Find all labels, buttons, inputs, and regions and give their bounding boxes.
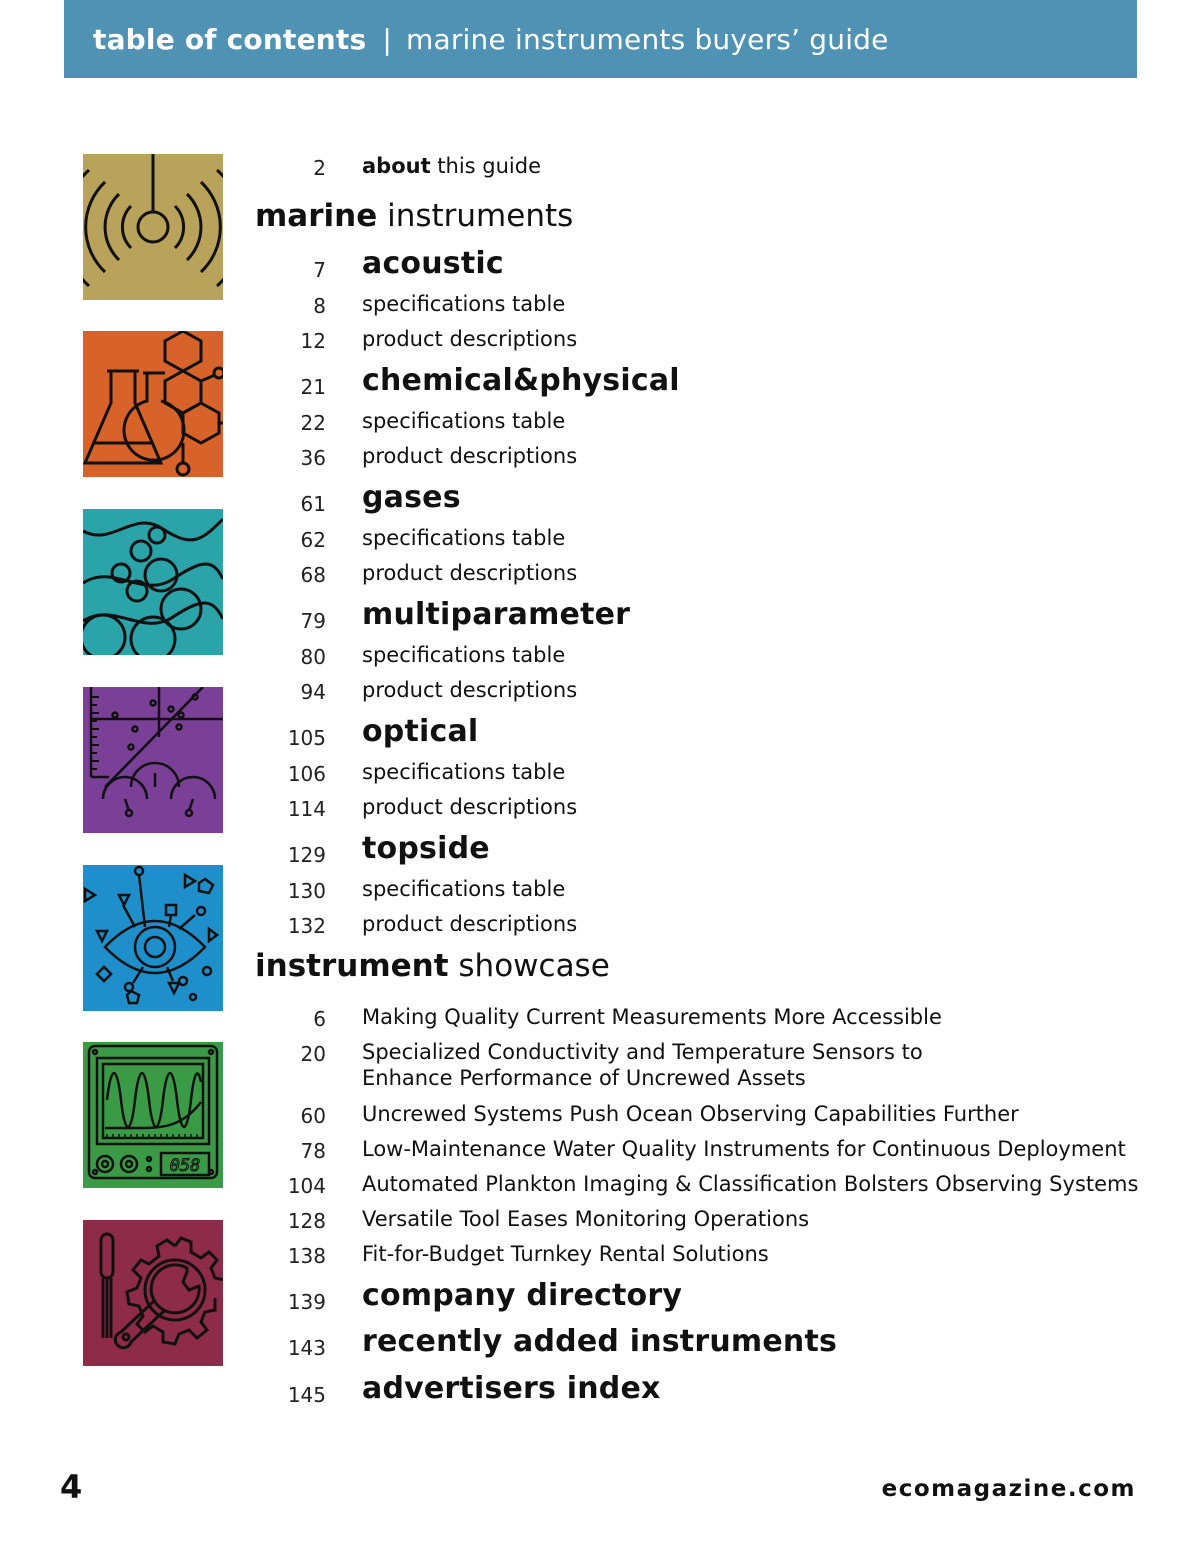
section-heading-bold: instrument (255, 948, 449, 984)
gas-bubbles-icon (83, 509, 223, 655)
toc-entry-title: product descriptions (362, 444, 578, 468)
optical-eye-icon (83, 865, 223, 1011)
toc-page-number: 20 (300, 1042, 326, 1066)
toc-page-number: 62 (300, 528, 326, 552)
toc-page-number: 132 (287, 914, 326, 938)
toc-page-number: 80 (300, 645, 326, 669)
toc-page-number: 2 (313, 156, 326, 180)
toc-page-number: 7 (313, 258, 326, 282)
section-heading-showcase (255, 948, 610, 984)
toc-entry-title: optical (362, 714, 479, 749)
toc-page-number: 6 (313, 1007, 326, 1031)
toc-entry-title: chemical&physical (362, 363, 680, 398)
toc-page-number: 78 (300, 1139, 326, 1163)
toc-entry-title: product descriptions (362, 912, 578, 936)
header-bar (64, 0, 1137, 78)
toc-page-number: 114 (287, 797, 326, 821)
toc-page-number: 68 (300, 563, 326, 587)
toc-entry-bold: about (362, 154, 431, 178)
section-heading-marine (255, 198, 573, 234)
toc-entry-title: topside (362, 831, 490, 866)
toc-page-number: 143 (287, 1336, 326, 1360)
toc-entry-title: product descriptions (362, 327, 578, 351)
toc-entry-title: acoustic (362, 246, 504, 281)
toc-entry-rest: this guide (430, 154, 542, 178)
toc-entry-title: multiparameter (362, 597, 631, 632)
toc-entry-title: gases (362, 480, 461, 515)
footer-website: ecomagazine.com (881, 1476, 1136, 1502)
header-separator: | (382, 22, 392, 56)
header-title: table of contents (93, 22, 367, 56)
toc-page-number: 94 (300, 680, 326, 704)
acoustic-icon (83, 154, 223, 300)
toc-entry-title: product descriptions (362, 561, 578, 585)
toc-entry-title: Making Quality Current Measurements More Accessible (362, 1005, 942, 1029)
toc-entry-title: product descriptions (362, 678, 578, 702)
toc-entry-title: advertisers index (362, 1371, 661, 1406)
header-subtitle: marine instruments buyers’ guide (406, 22, 889, 56)
toc-page-number: 130 (287, 879, 326, 903)
toc-entry-title: Specialized Conductivity and Temperature Sensors to (362, 1040, 923, 1064)
toc-page-number: 60 (300, 1104, 326, 1128)
toc-entry-title: specifications table (362, 643, 566, 667)
toc-page-number: 36 (300, 446, 326, 470)
topside-display-icon (83, 1042, 223, 1188)
toc-page-number: 22 (300, 411, 326, 435)
toc-page-number: 129 (287, 843, 326, 867)
toc-page-number: 8 (313, 294, 326, 318)
toc-entry-title: specifications table (362, 526, 566, 550)
toc-page-number: 105 (287, 726, 326, 750)
toc-entry-title: Versatile Tool Eases Monitoring Operations (362, 1207, 810, 1231)
chemical-flask-icon (83, 331, 223, 477)
toc-page-number: 61 (300, 492, 326, 516)
toc-entry-title: company directory (362, 1278, 683, 1313)
toc-entry-title: Uncrewed Systems Push Ocean Observing Capabilities Further (362, 1102, 1019, 1126)
toc-page-number: 145 (287, 1383, 326, 1407)
section-heading-rest: instruments (377, 198, 574, 234)
toc-entry-title: recently added instruments (362, 1324, 838, 1359)
toc-page-number: 79 (300, 609, 326, 633)
toc-entry-title: product descriptions (362, 795, 578, 819)
section-heading-bold: marine (255, 198, 378, 234)
toc-entry-title: specifications table (362, 409, 566, 433)
toc-entry-title-line2: Enhance Performance of Uncrewed Assets (362, 1066, 806, 1090)
toc-entry-title: specifications table (362, 760, 566, 784)
toc-entry-title: Automated Plankton Imaging & Classification Bolsters Observing Systems (362, 1172, 1139, 1196)
multiparameter-graph-icon (83, 687, 223, 833)
toc-page-number: 128 (287, 1209, 326, 1233)
toc-page-number: 104 (287, 1174, 326, 1198)
toc-page-number: 21 (300, 375, 326, 399)
toc-entry-title: specifications table (362, 877, 566, 901)
footer-page-number: 4 (60, 1468, 83, 1506)
wrench-gear-icon (83, 1220, 223, 1366)
toc-entry-title: Fit-for-Budget Turnkey Rental Solutions (362, 1242, 769, 1266)
display-readout: 058 (169, 1156, 201, 1176)
toc-entry-title (362, 154, 541, 178)
toc-entry-title: specifications table (362, 292, 566, 316)
toc-entry-title: Low-Maintenance Water Quality Instruments for Continuous Deployment (362, 1137, 1126, 1161)
section-heading-rest: showcase (448, 948, 610, 984)
toc-page-number: 139 (287, 1290, 326, 1314)
toc-page-number: 12 (300, 329, 326, 353)
toc-page-number: 106 (287, 762, 326, 786)
toc-page-number: 138 (287, 1244, 326, 1268)
